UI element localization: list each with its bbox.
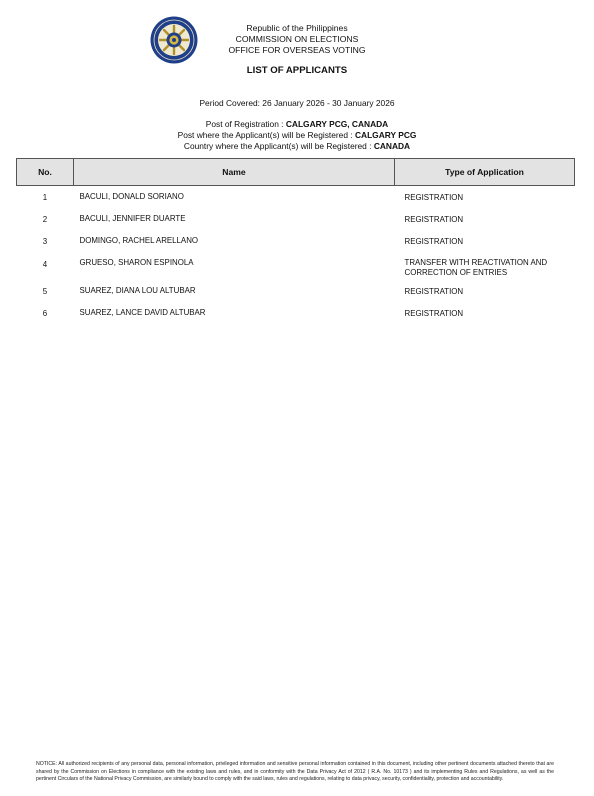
row-no: 5	[42, 286, 48, 296]
header-no: No.	[17, 159, 74, 186]
registered-label: Post where the Applicant(s) will be Registered :	[177, 130, 355, 140]
row-no: 2	[42, 214, 48, 224]
table-row	[17, 252, 575, 280]
header-commission: COMMISSION ON ELECTIONS	[235, 34, 359, 44]
row-name: SUAREZ, DIANA LOU ALTUBAR	[79, 285, 196, 295]
country-label: Country where the Applicant(s) will be Registered :	[183, 141, 374, 151]
table-row	[17, 186, 575, 208]
row-type: REGISTRATION	[404, 286, 464, 296]
table-row	[17, 280, 575, 302]
row-no: 6	[42, 308, 48, 318]
row-type: TRANSFER WITH REACTIVATION AND CORRECTION OF ENTRIES	[404, 257, 548, 277]
table-header-row	[17, 159, 575, 186]
header-type: Type of Application	[395, 159, 575, 186]
table-row	[17, 208, 575, 230]
country-value: CANADA	[373, 141, 411, 151]
applicants-table	[16, 158, 575, 324]
row-no: 1	[42, 193, 48, 202]
row-type: REGISTRATION	[404, 193, 464, 202]
row-type: REGISTRATION	[404, 236, 464, 246]
post-label: Post of Registration :	[205, 119, 286, 129]
page-title: LIST OF APPLICANTS	[246, 65, 348, 76]
country-registered	[0, 141, 594, 151]
post-of-registration	[0, 119, 594, 129]
post-value: CALGARY PCG, CANADA	[285, 119, 389, 129]
header-name: Name	[74, 159, 395, 186]
header-office: OFFICE FOR OVERSEAS VOTING	[228, 45, 366, 55]
row-name: SUAREZ, LANCE DAVID ALTUBAR	[79, 307, 206, 317]
privacy-notice: NOTICE: All authorized recipients of any personal data, personal information, privileged information and sensitive personal information contained in this document, including other pertinent documents attached thereto that are shared by the Commission on Elections in compliance with the existing laws and rules, and in conformity with the Data Privacy Act of 2012 ( R.A. No. 10173 ) and its implementing Rules and Regulations, as well as the pertinent Circulars of the National Privacy Commission, are similarly bound to comply with the said laws, rules and regulations, relating to data privacy, security, confidentiality, protection and accountability.	[36, 761, 554, 783]
post-registered	[0, 130, 594, 140]
row-name: BACULI, JENNIFER DUARTE	[79, 213, 186, 223]
table-row	[17, 230, 575, 252]
row-name: GRUESO, SHARON ESPINOLA	[79, 257, 194, 267]
header-republic: Republic of the Philippines	[246, 23, 348, 33]
row-no: 3	[42, 236, 48, 246]
row-type: REGISTRATION	[404, 308, 464, 318]
row-type: REGISTRATION	[404, 214, 464, 224]
row-name: DOMINGO, RACHEL ARELLANO	[79, 235, 199, 245]
registered-value: CALGARY PCG	[354, 130, 417, 140]
row-name: BACULI, DONALD SORIANO	[79, 192, 184, 201]
row-no: 4	[42, 259, 48, 269]
table-row	[17, 302, 575, 324]
period-covered: Period Covered: 26 January 2026 - 30 January 2026	[199, 98, 395, 108]
